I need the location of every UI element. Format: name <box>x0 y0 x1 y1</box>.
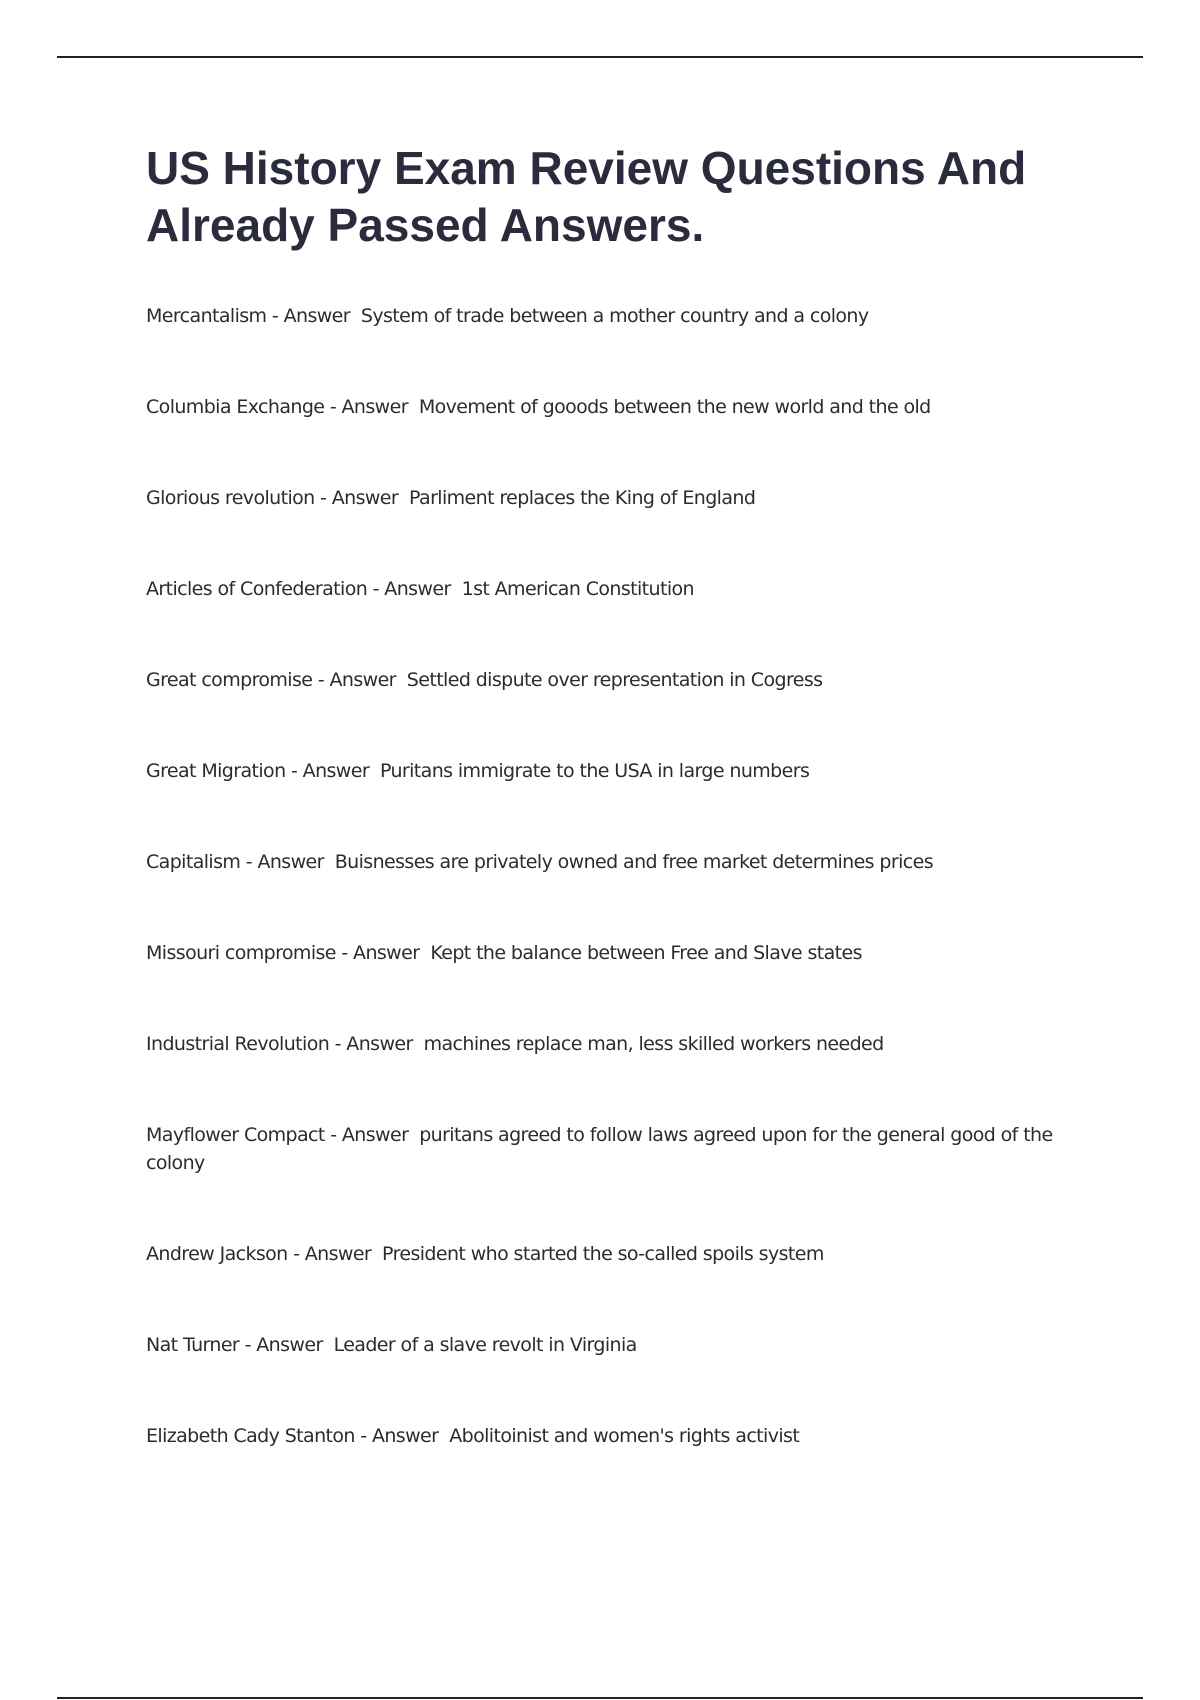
qa-answer: 1st American Constitution <box>461 578 694 600</box>
qa-separator: - Answer <box>354 1425 444 1447</box>
qa-separator: - Answer <box>314 487 404 509</box>
qa-term: Great compromise <box>146 669 313 691</box>
qa-term: Glorious revolution <box>146 487 315 509</box>
qa-term: Nat Turner <box>146 1334 240 1356</box>
qa-answer: Parliment replaces the King of England <box>409 487 756 509</box>
qa-term: Mayflower Compact <box>146 1124 325 1146</box>
qa-answer: System of trade between a mother country and a colony <box>360 305 869 327</box>
qa-term: Missouri compromise <box>146 942 336 964</box>
qa-item <box>146 757 1086 785</box>
qa-separator: - Answer <box>239 1334 329 1356</box>
qa-item <box>146 302 1086 330</box>
document-page <box>146 140 1086 1447</box>
bottom-rule <box>57 1697 1143 1699</box>
qa-separator: - Answer <box>335 942 425 964</box>
qa-answer: President who started the so-called spoils system <box>382 1243 824 1265</box>
qa-term: Andrew Jackson <box>146 1243 288 1265</box>
qa-term: Great Migration <box>146 760 286 782</box>
qa-answer: Abolitoinist and women's rights activist <box>449 1425 800 1447</box>
qa-term: Industrial Revolution <box>146 1033 330 1055</box>
qa-item <box>146 1030 1086 1058</box>
qa-separator: - Answer <box>240 851 330 873</box>
qa-separator: - Answer <box>312 669 402 691</box>
qa-item <box>146 1422 1086 1450</box>
qa-answer: puritans agreed to follow laws agreed upon for the general good of the colony <box>146 1124 1053 1174</box>
qa-separator: - Answer <box>367 578 457 600</box>
qa-separator: - Answer <box>285 760 375 782</box>
qa-term: Elizabeth Cady Stanton <box>146 1425 355 1447</box>
qa-item <box>146 939 1086 967</box>
qa-answer: Buisnesses are privately owned and free market determines prices <box>334 851 934 873</box>
qa-item <box>146 1121 1086 1177</box>
qa-separator: - Answer <box>287 1243 377 1265</box>
qa-answer: Leader of a slave revolt in Virginia <box>333 1334 637 1356</box>
qa-term: Columbia Exchange <box>146 396 325 418</box>
qa-item <box>146 484 1086 512</box>
qa-term: Articles of Confederation <box>146 578 368 600</box>
document-title: US History Exam Review Questions And Already Passed Answers. <box>146 142 1027 251</box>
qa-answer: Movement of gooods between the new world and the old <box>418 396 931 418</box>
qa-answer: Kept the balance between Free and Slave states <box>430 942 862 964</box>
qa-item <box>146 575 1086 603</box>
qa-item <box>146 1331 1086 1359</box>
qa-separator: - Answer <box>324 1124 414 1146</box>
qa-item <box>146 393 1086 421</box>
qa-answer: machines replace man, less skilled workers needed <box>423 1033 884 1055</box>
qa-separator: - Answer <box>324 396 414 418</box>
qa-term: Capitalism <box>146 851 241 873</box>
top-rule <box>57 56 1143 58</box>
qa-separator: - Answer <box>266 305 356 327</box>
qa-item <box>146 1240 1086 1268</box>
qa-term: Mercantalism <box>146 305 267 327</box>
qa-item <box>146 848 1086 876</box>
qa-answer: Settled dispute over representation in Cogress <box>406 669 823 691</box>
qa-separator: - Answer <box>329 1033 419 1055</box>
qa-list <box>146 302 1086 1513</box>
qa-answer: Puritans immigrate to the USA in large numbers <box>379 760 810 782</box>
qa-item <box>146 666 1086 694</box>
